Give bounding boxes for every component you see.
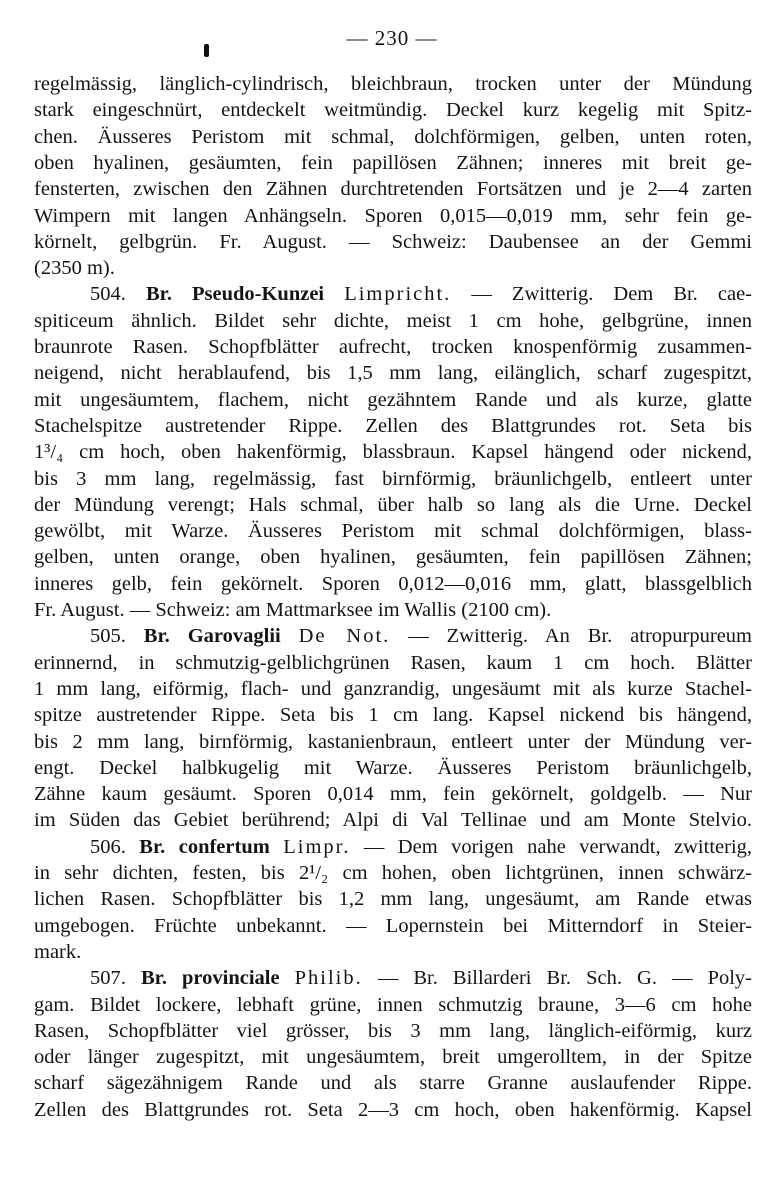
species-name: Br. confertum: [139, 835, 270, 858]
line-text: — Zwitterig. Dem Br. cae-: [471, 283, 752, 306]
text-line: [34, 705, 752, 729]
text-line: [34, 337, 752, 361]
text-line: [90, 284, 752, 308]
line-text: engt. Deckel halbkugelig mit Warze. Äusseres Peristom bräunlichgelb,: [34, 756, 752, 779]
line-text: oben hyalinen, gesäumten, fein papillösen Zähnen; inneres mit breit ge-: [34, 151, 752, 174]
line-text: braunrote Rasen. Schopfblätter aufrecht, trocken knospenförmig zusammen-: [34, 336, 752, 358]
text-line: [34, 74, 752, 98]
text-line: [34, 863, 752, 887]
text-line: [34, 100, 752, 124]
line-text: spiticeum ähnlich. Bildet sehr dichte, meist 1 cm hohe, gelbgrüne, innen: [34, 309, 752, 332]
page-number: — 230 —: [346, 26, 438, 50]
entry-number: 504.: [90, 283, 126, 306]
text-line: [34, 732, 752, 756]
text-line: [34, 521, 752, 545]
author-name: De Not.: [298, 625, 391, 648]
text-line: [34, 311, 752, 335]
text-line: [34, 258, 752, 282]
line-text: scharf sägezähnigem Rande und als starre Granne auslaufender Rippe.: [34, 1072, 752, 1095]
text-line: [34, 784, 752, 808]
line-text: oder länger zugespitzt, mit ungesäumtem, breit umgerolltem, in der Spitze: [34, 1046, 752, 1069]
text-line: [90, 968, 752, 992]
text-line: [34, 574, 752, 598]
entry-number: 505.: [90, 625, 126, 648]
text-line: [34, 153, 752, 177]
line-text: — Dem vorigen nahe verwandt, zwitterig,: [363, 835, 753, 858]
line-text: Zellen des Blattgrundes rot. Seta 2—3 cm hoch, oben hakenförmig. Kapsel: [34, 1098, 752, 1121]
text-line: [34, 495, 752, 519]
line-text: Rasen, Schopfblätter viel grösser, bis 3 mm lang, länglich-eiförmig, kurz: [34, 1019, 752, 1042]
text-line: [90, 837, 752, 861]
text-line: [34, 995, 752, 1019]
author-name: Limpr.: [283, 835, 351, 858]
text-line: [34, 547, 752, 571]
text-line: [34, 179, 752, 203]
line-text: Wimpern mit langen Anhängseln. Sporen 0,015—0,019 mm, sehr fein ge-: [34, 204, 752, 227]
species-name: Br. provinciale: [140, 967, 280, 990]
line-text: 1³/₄ cm hoch, oben hakenförmig, blassbraun. Kapsel hängend oder nickend,: [34, 441, 752, 464]
text-line: [34, 653, 752, 677]
line-text: 1 mm lang, eiförmig, flach- und ganzrandig, ungesäumt mit als kurze Stachel-: [34, 677, 752, 700]
line-text: stark eingeschnürt, entdeckelt weitmündig. Deckel kurz kegelig mit Spitz-: [34, 99, 752, 122]
species-name: Br. Garovaglii: [143, 625, 281, 648]
text-line: [34, 600, 752, 624]
text-line: [90, 626, 752, 650]
line-text: spitze austretender Rippe. Seta bis 1 cm lang. Kapsel nickend bis hängend,: [34, 704, 752, 727]
text-line: [34, 1021, 752, 1045]
text-line: [34, 1047, 752, 1071]
line-text: bis 2 mm lang, birnförmig, kastanienbraun, entleert unter der Mündung ver-: [34, 730, 752, 753]
text-line: [34, 889, 752, 913]
text-line: [34, 442, 752, 466]
line-text: bis 3 mm lang, regelmässig, fast birnförmig, bräunlichgelb, entleert unter: [34, 467, 752, 490]
line-text: mit ungesäumtem, flachem, nicht gezähntem Rande und als kurze, glatte: [34, 388, 752, 411]
text-line: [34, 1100, 752, 1124]
line-text: mark.: [34, 940, 82, 963]
line-text: regelmässig, länglich-cylindrisch, bleichbraun, trocken unter der Mündung: [34, 73, 752, 95]
text-line: [34, 758, 752, 782]
line-text: erinnernd, in schmutzig-gelblichgrünen Rasen, kaum 1 cm hoch. Blätter: [34, 651, 752, 674]
line-text: — Zwitterig. An Br. atropurpureum: [408, 625, 752, 648]
text-line: [34, 390, 752, 414]
species-name: Br. Pseudo-Kunzei: [145, 283, 325, 306]
author-name: Limpricht.: [344, 283, 452, 306]
line-text: im Süden das Gebiet berührend; Alpi di Val Tellinae und am Monte Stelvio.: [34, 809, 752, 832]
line-text: gelben, unten orange, oben hyalinen, gesäumten, fein papillösen Zähnen;: [34, 546, 752, 569]
text-line: [34, 679, 752, 703]
line-text: inneres gelb, fein gekörnelt. Sporen 0,012—0,016 mm, glatt, blassgelblich: [34, 572, 752, 595]
text-line: [34, 363, 752, 387]
text-line: [34, 1073, 752, 1097]
line-text: gam. Bildet lockere, lebhaft grüne, innen schmutzig braune, 3—6 cm hohe: [34, 993, 752, 1016]
line-text: lichen Rasen. Schopfblätter bis 1,2 mm lang, ungesäumt, am Rande etwas: [34, 888, 752, 911]
text-line: [34, 942, 752, 966]
line-text: körnelt, gelbgrün. Fr. August. — Schweiz: Daubensee an der Gemmi: [34, 230, 752, 253]
entry-number: 506.: [90, 835, 126, 858]
text-line: [34, 206, 752, 230]
text-line: [34, 416, 752, 440]
text-line: [34, 916, 752, 940]
line-text: der Mündung verengt; Hals schmal, über halb so lang als die Urne. Deckel: [34, 493, 752, 516]
line-text: umgebogen. Früchte unbekannt. — Lopernstein bei Mitterndorf in Steier-: [34, 914, 752, 937]
text-line: [34, 469, 752, 493]
line-text: gewölbt, mit Warze. Äusseres Peristom mit schmal dolchförmigen, blass-: [34, 520, 752, 543]
text-line: [34, 810, 752, 834]
line-text: chen. Äusseres Peristom mit schmal, dolchförmigen, gelben, unten roten,: [34, 125, 752, 148]
line-text: neigend, nicht herablaufend, bis 1,5 mm lang, eilänglich, scharf zugespitzt,: [34, 362, 752, 385]
entry-number: 507.: [90, 967, 126, 990]
line-text: Stachelspitze austretender Rippe. Zellen des Blattgrundes rot. Seta bis: [34, 414, 752, 437]
line-text: — Br. Billarderi Br. Sch. G. — Poly-: [377, 967, 752, 990]
line-text: fensterten, zwischen den Zähnen durchtretenden Fortsätzen und je 2—4 zarten: [34, 178, 752, 201]
text-line: [34, 232, 752, 256]
line-text: Zähne kaum gesäumt. Sporen 0,014 mm, fein gekörnelt, goldgelb. — Nur: [34, 783, 752, 806]
line-text: Fr. August. — Schweiz: am Mattmarksee im Wallis (2100 cm).: [34, 599, 552, 621]
ink-mark: [204, 44, 209, 57]
author-name: Philib.: [294, 967, 363, 990]
line-text: in sehr dichten, festen, bis 2¹/₂ cm hohen, oben lichtgrünen, innen schwärz-: [34, 862, 752, 884]
text-line: [34, 127, 752, 151]
line-text: (2350 m).: [34, 257, 115, 280]
